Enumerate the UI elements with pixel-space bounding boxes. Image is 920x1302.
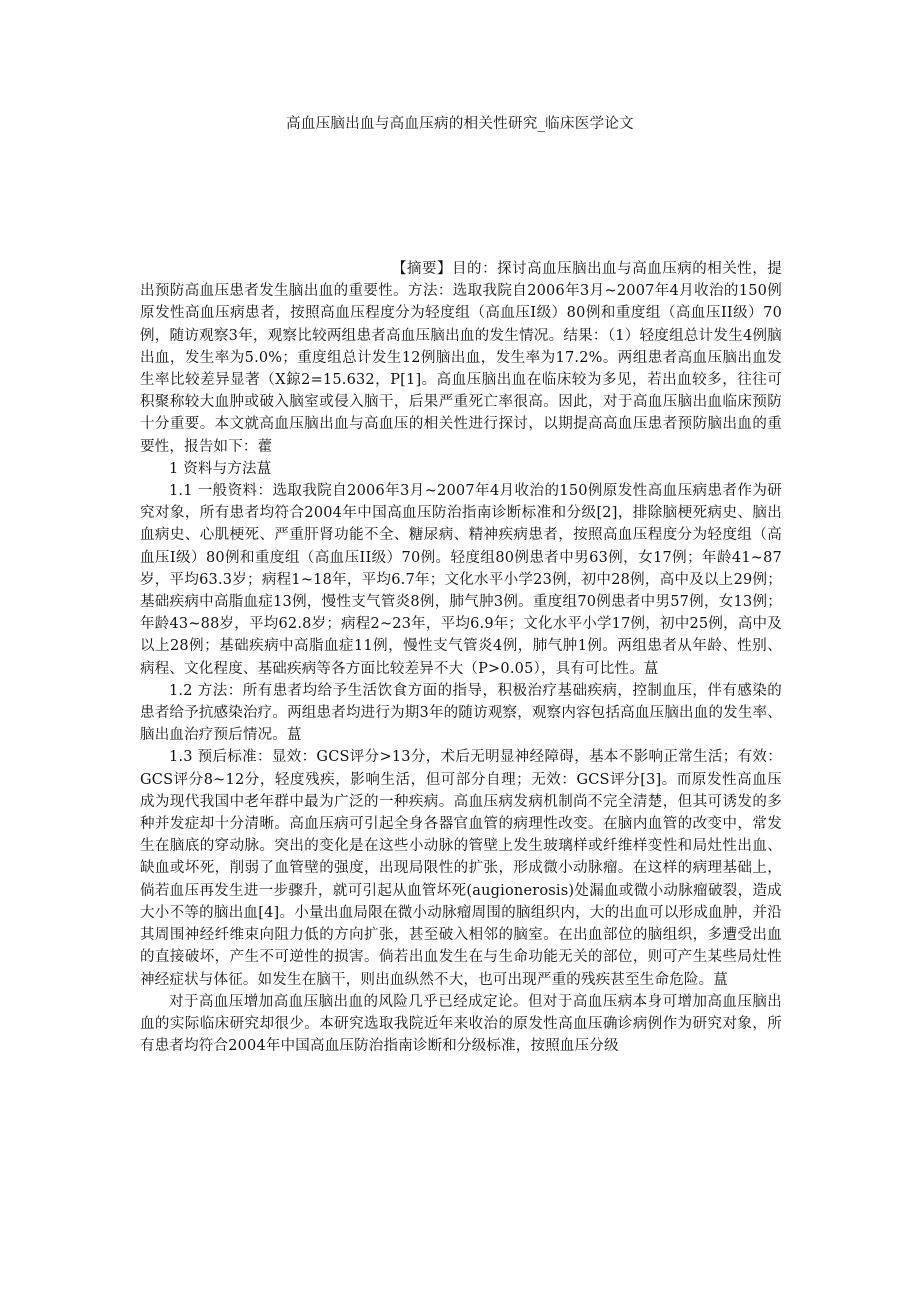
- body-paragraph: 1.3 预后标准：显效：GCS评分>13分，术后无明显神经障碍，基本不影响正常生活；有效：GCS评分8~12分，轻度残疾，影响生活，但可部分自理；无效：GCS评分[3]。而原发性高血压成为现代我国中老年群中最为广泛的一种疾病。高血压病发病机制尚不完全清楚，但其可诱发的多种并发症却十分清晰。高血压病可引起全身各器官血管的病理性改变。在脑内血管的改变中，常发生在脑底的穿动脉。突出的变化是在这些小动脉的管壁上发生玻璃样或纤维样变性和局灶性出血、缺血或坏死，削弱了血管壁的强度，出现局限性的扩张，形成微小动脉瘤。在这样的病理基础上，倘若血压再发生进一步骤升，就可引起从血管坏死(augionerosis)处漏血或微小动脉瘤破裂，造成大小不等的脑出血[4]。小量出血局限在微小动脉瘤周围的脑组织内，大的出血可以形成血肿，并沿其周围神经纤维束向阻力低的方向扩张，甚至破入相邻的脑室。在出血部位的脑组织，多遭受出血的直接破坏，产生不可逆性的损害。倘若出血发生在与生命功能无关的部位，则可产生某些局灶性神经症状与体征。如发生在脑干，则出血纵然不大，也可出现严重的残疾甚至生命危险。蒀: [140, 749, 782, 988]
- abstract-paragraph: 【摘要】目的：探讨高血压脑出血与高血压病的相关性，提出预防高血压患者发生脑出血的重要性。方法：选取我院自2006年3月~2007年4月收治的150例原发性高血压病患者，按照高血压程度分为轻度组（高血压I级）80例和重度组（高血压II级）70例，随访观察3年，观察比较两组患者高血压脑出血的发生情况。结果：（1）轻度组总计发生4例脑出血，发生率为5.0%；重度组总计发生12例脑出血，发生率为17.2%。两组患者高血压脑出血发生率比较差异显著（X鍄2=15.632，P[1]。高血压脑出血在临床较为多见，若出血较多，往往可积聚称较大血肿或破入脑室或侵入脑干，后果严重死亡率很高。因此，对于高血压脑出血临床预防十分重要。本文就高血压脑出血与高血压的相关性进行探讨，以期提高高血压患者预防脑出血的重要性，报告如下：藿: [140, 261, 782, 455]
- body-paragraph: 对于高血压增加高血压脑出血的风险几乎已经成定论。但对于高血压病本身可增加高血压脑出血的实际临床研究却很少。本研究选取我院近年来收治的原发性高血压确诊病例作为研究对象，所有患者均符合2004年中国高血压防治指南诊断和分级标准，按照血压分级: [140, 993, 782, 1055]
- document-body: [140, 258, 782, 1057]
- body-paragraph: 1.2 方法：所有患者均给予生活饮食方面的指导，积极治疗基础疾病，控制血压，伴有感染的患者给予抗感染治疗。两组患者均进行为期3年的随访观察，观察内容包括高血压脑出血的发生率、脑出血治疗预后情况。蒀: [140, 682, 782, 744]
- body-paragraph: 1.1 一般资料：选取我院自2006年3月~2007年4月收治的150例原发性高血压病患者作为研究对象，所有患者均符合2004年中国高血压防治指南诊断标准和分级[2]，排除脑梗死病史、脑出血病史、心肌梗死、严重肝肾功能不全、糖尿病、精神疾病患者，按照高血压程度分为轻度组（高血压I级）80例和重度组（高血压II级）70例。轻度组80例患者中男63例，女17例；年龄41~87岁，平均63.3岁；病程1~18年，平均6.7年；文化水平小学23例，初中28例，高中及以上29例；基础疾病中高脂血症13例，慢性支气管炎8例，肺气肿3例。重度组70例患者中男57例，女13例；年龄43~88岁，平均62.8岁；病程2~23年，平均6.9年；文化水平小学17例，初中25例，高中及以上28例；基础疾病中高脂血症11例，慢性支气管炎4例，肺气肿1例。两组患者从年龄、性别、病程、文化程度、基础疾病等各方面比较差异不大（P>0.05），具有可比性。蒀: [140, 483, 782, 677]
- section-heading: 1 资料与方法蒀: [169, 460, 272, 477]
- document-title: 高血压脑出血与高血压病的相关性研究_临床医学论文: [286, 116, 634, 132]
